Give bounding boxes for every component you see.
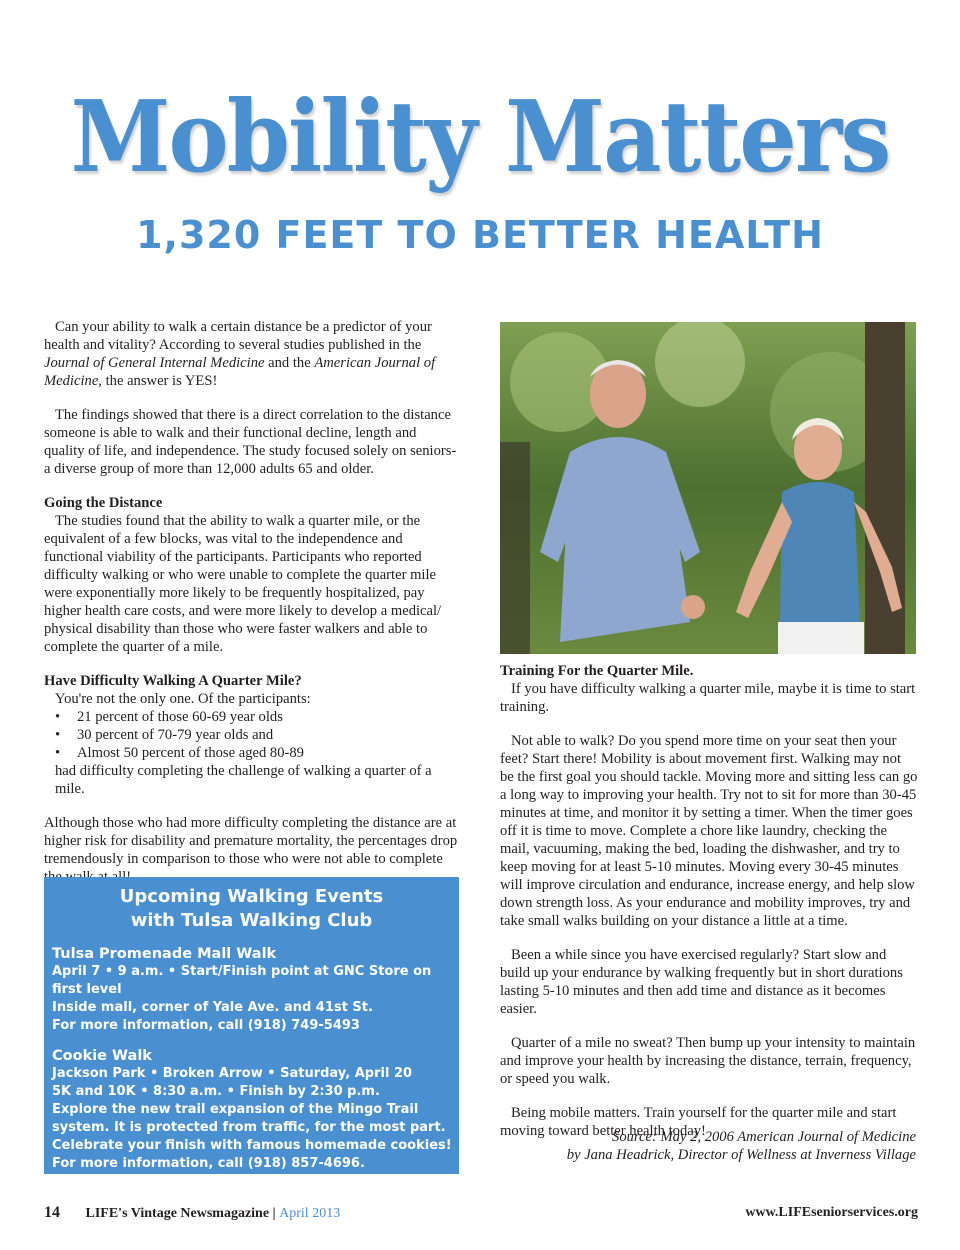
event-promenade-mall-walk: Tulsa Promenade Mall Walk April 7 • 9 a.m. • Start/Finish point at GNC Store on first level Inside mall, corner of Yale Ave. and 41st St. For more information, call (918) 749-5493: [52, 945, 459, 1035]
right-column: [500, 662, 918, 1156]
training-paragraph: Been a while since you have exercised regularly? Start slow and build up your endurance by walking frequently but in short durations lasting 5-10 minutes and then add time and distance as it becomes easier.: [500, 947, 903, 1017]
going-distance-paragraph: The studies found that the ability to walk a quarter mile, or the equivalent of a few blocks, was vital to the independence and functional viability of the participants. Participants who reported difficulty walking or who were unable to complete the quarter mile were exponentially more likely to be frequently hospitalized, pay higher health care costs, and were more likely to develop a medical/ physical disability than those who were faster walkers and able to complete the quarter of a mile.: [44, 513, 442, 655]
difficulty-outro: had difficulty completing the challenge of walking a quarter of a mile.: [55, 763, 432, 797]
page-subtitle: 1,320 FEET TO BETTER HEALTH: [136, 213, 824, 257]
website-url: www.LIFEseniorservices.org: [745, 1205, 918, 1220]
source-line: Source: May 2, 2006 American Journal of Medicine: [612, 1129, 916, 1145]
couple-walking-photo: [500, 322, 916, 654]
author-line: by Jana Headrick, Director of Wellness at Inverness Village: [566, 1147, 916, 1163]
issue-month: April 2013: [279, 1206, 341, 1221]
difficulty-intro: You're not the only one. Of the participants:: [55, 691, 311, 707]
publication-name: LIFE's Vintage Newsmagazine |: [85, 1206, 276, 1221]
participant-stats-list: [44, 708, 458, 762]
source-citation: [567, 1128, 916, 1164]
page-number: 14: [44, 1204, 60, 1221]
left-column: [44, 318, 458, 902]
event-name: Tulsa Promenade Mall Walk: [52, 946, 277, 962]
journal-name: American Journal of Medicine: [44, 355, 436, 389]
training-paragraph: Being mobile matters. Train yourself for the quarter mile and start moving toward better health today!: [500, 1105, 897, 1139]
section-heading-training: Training For the Quarter Mile.: [500, 663, 694, 679]
events-title: Upcoming Walking Events with Tulsa Walking Club: [119, 886, 384, 931]
list-item: • 30 percent of 70-79 year olds and: [77, 726, 458, 744]
training-paragraph: Quarter of a mile no sweat? Then bump up your intensity to maintain and improve your health by increasing the distance, terrain, frequency, or speed you walk.: [500, 1035, 916, 1087]
event-name: Cookie Walk: [52, 1048, 152, 1064]
risk-paragraph: Although those who had more difficulty completing the distance are at higher risk for disability and premature mortality, the percentages drop tremendously in comparison to those who were not able to complete: [44, 815, 458, 867]
walking-events-box: [44, 877, 459, 1174]
list-item: • Almost 50 percent of those aged 80-89: [77, 744, 458, 762]
intro-paragraph: Can your ability to walk a certain distance be a predictor of your health and vitality? According to several studies published in the Journal of General Internal Medicine and the American Journal of Medicine, the answer is YES!: [44, 319, 436, 389]
findings-paragraph: The findings showed that there is a direct correlation to the distance someone is able to walk and their functional decline, length and quality of life, and independence. The study focused solely on seniors-a diverse group of more than 12,000 adults 65 and older.: [44, 407, 457, 477]
page-title: Mobility Matters: [70, 80, 890, 195]
section-heading-difficulty: Have Difficulty Walking A Quarter Mile?: [44, 673, 302, 689]
event-cookie-walk: Cookie Walk Jackson Park • Broken Arrow • Saturday, April 20 5K and 10K • 8:30 a.m. • Finish by 2:30 p.m. Explore the new trail expansion of the Mingo Trail system. It is protected from traffic, for the most part. Celebrate your finish with famous homemade cookies! For more information, call (918) 857-4696.: [52, 1047, 459, 1173]
training-paragraph: If you have difficulty walking a quarter mile, maybe it is time to start training.: [500, 681, 916, 715]
page-footer: [44, 1204, 918, 1222]
training-paragraph: Not able to walk? Do you spend more time on your seat then your feet? Start there! Mobility is about movement first. Walking may not be the first goal you should tackle. Moving more and sitting less can go a long way to improving your health. Try not to sit for more than 30-45 minutes at time, and monitor it by setting a timer. When the timer goes off it is time to move. Complete a chore like laundry, checking the mail, vacuuming, making the bed, loading the dishwasher, and try to keep moving for at least 5-10 minutes. Moving every 30-45 minutes will improve circulation and endurance, increase energy, and help slow down strength loss. As your endurance and mobility improves, try and take small walks building on your distance a little at a time.: [500, 733, 918, 929]
journal-name: Journal of General Internal Medicine: [44, 355, 265, 371]
list-item: • 21 percent of those 60-69 year olds: [77, 708, 458, 726]
section-heading-going-distance: Going the Distance: [44, 495, 163, 511]
